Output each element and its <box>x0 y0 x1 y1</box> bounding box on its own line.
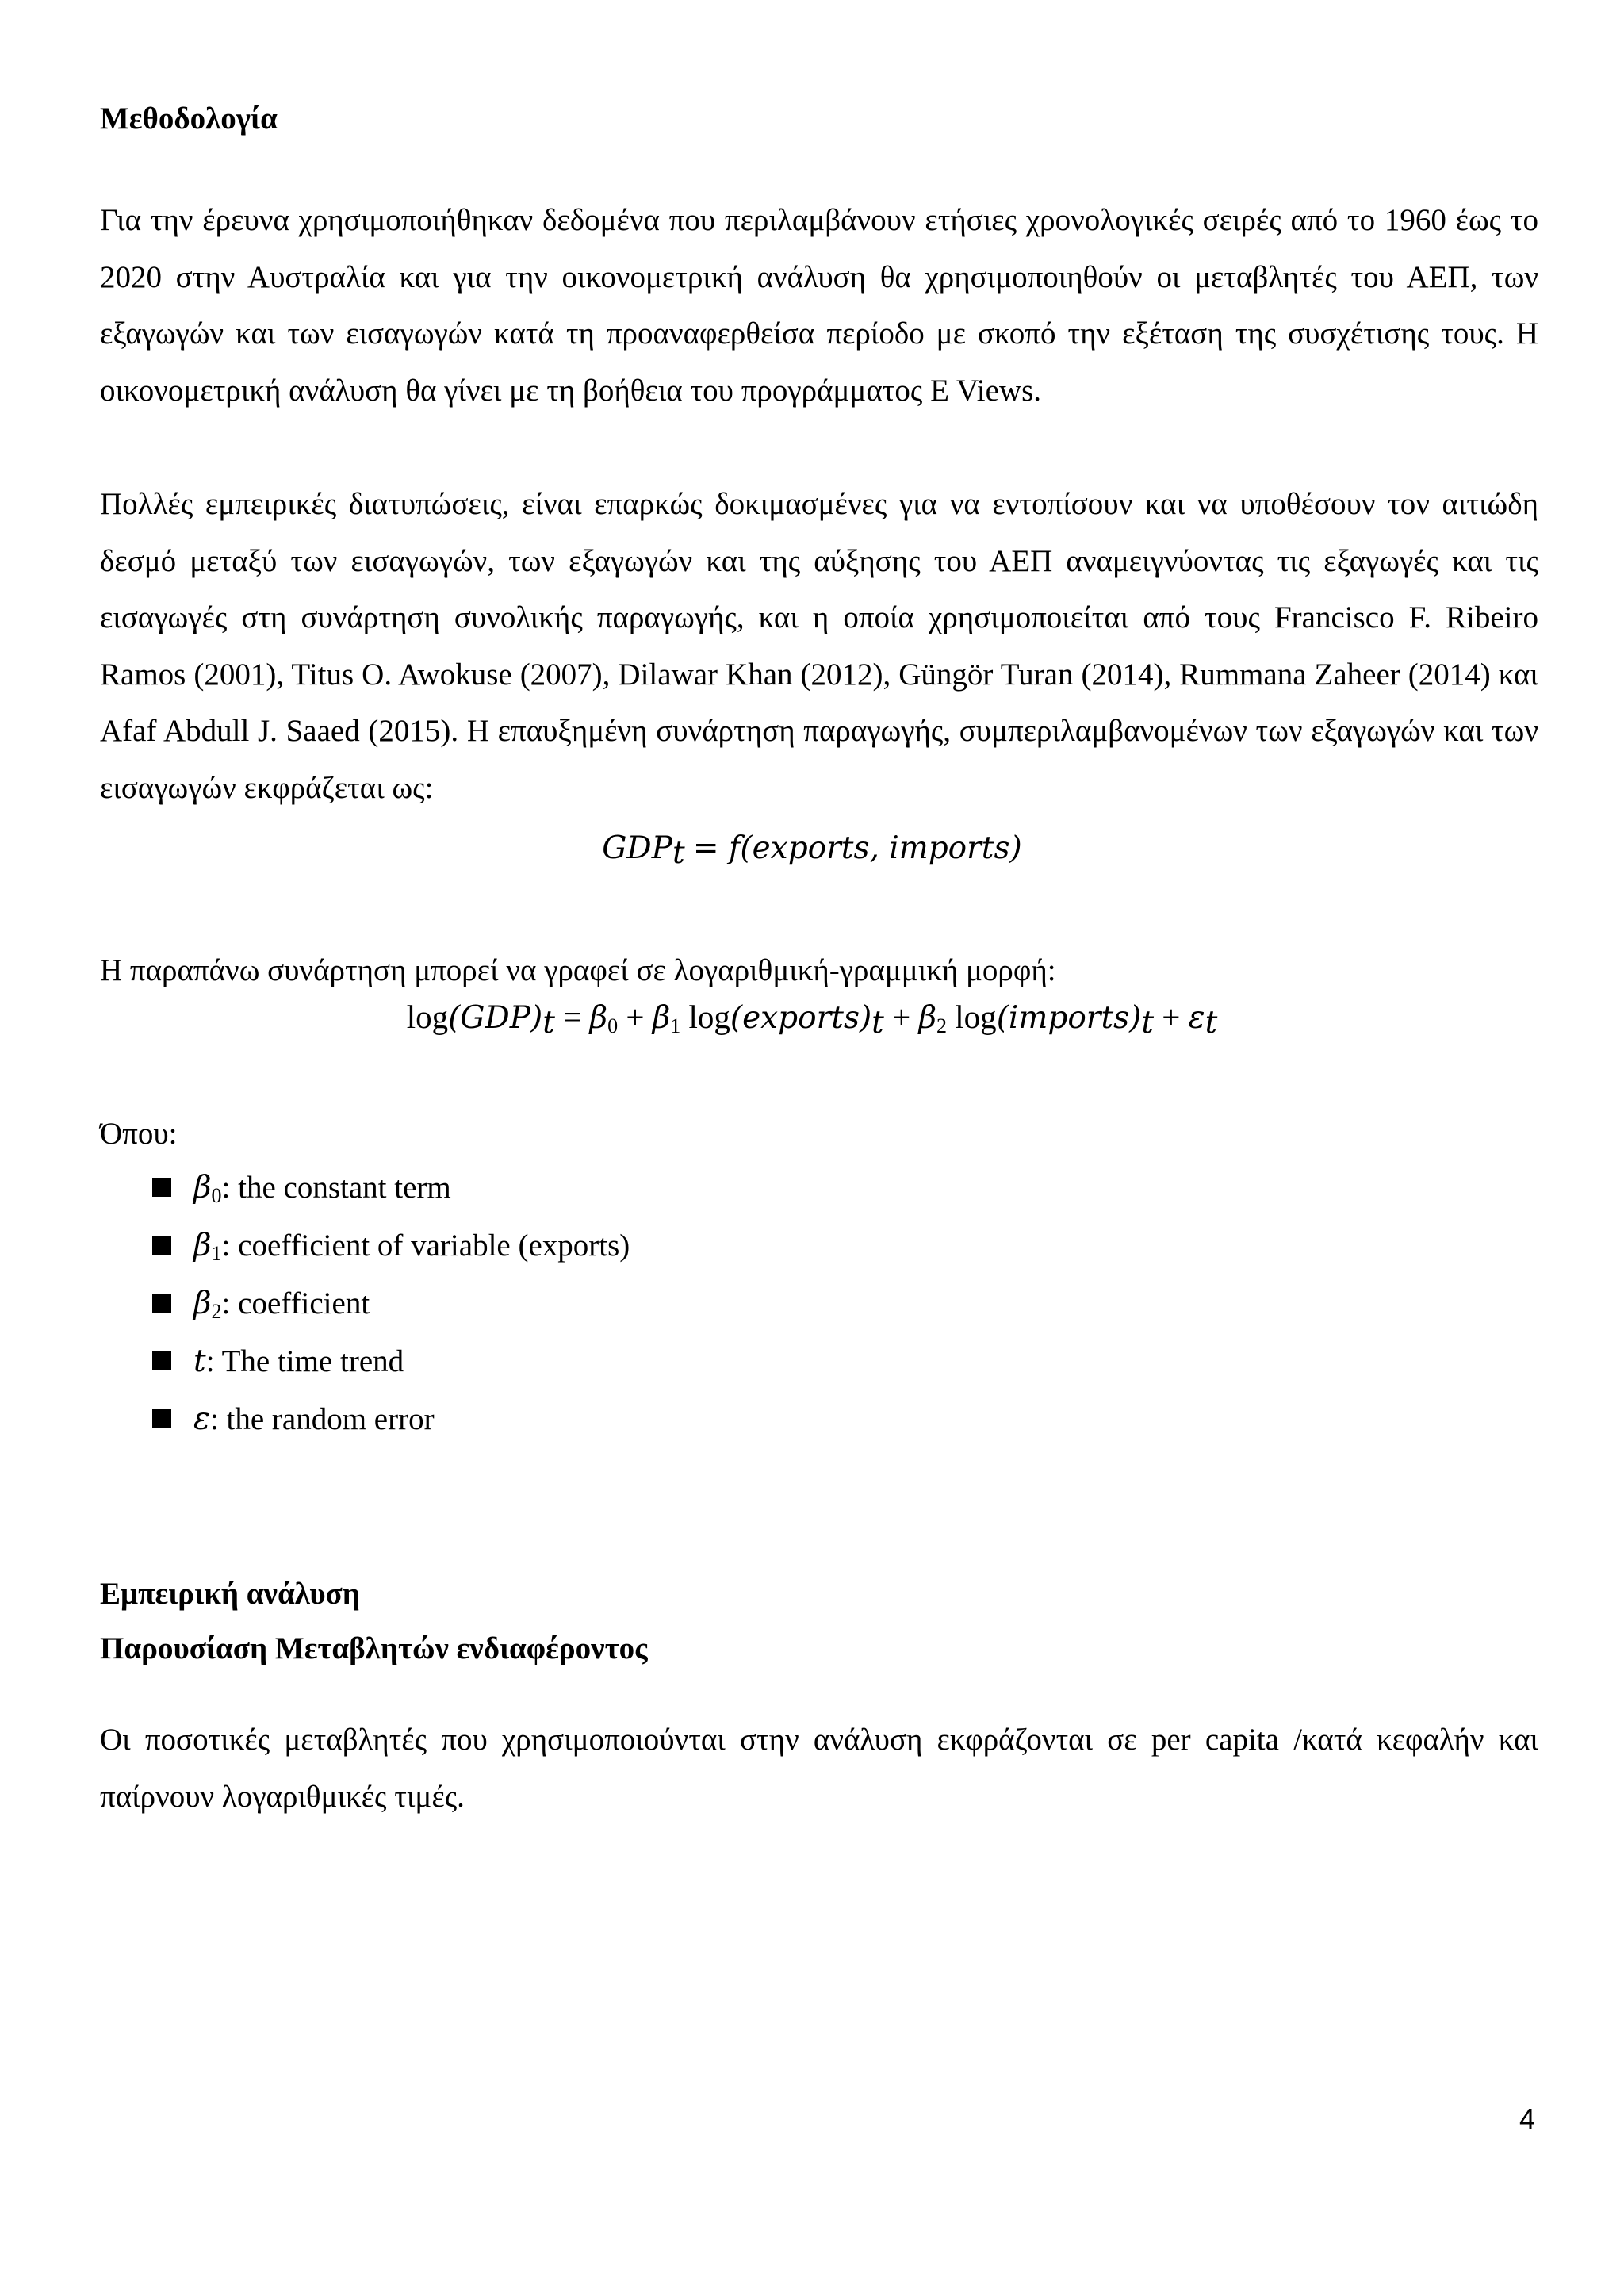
variables-heading: Παρουσίαση Μεταβλητών ενδιαφέροντος <box>100 1631 648 1665</box>
methodology-heading: Μεθοδολογία <box>100 102 278 136</box>
methodology-paragraph: Για την έρευνα χρησιμοποιήθηκαν δεδομένα που περιλαμβάνουν ετήσιες χρονολογικές σειρές από το 1960 έως το 2020 στην Αυστραλία και για την οικονομετρική ανάλυση θα χρησιμοποιηθούν οι μεταβλητές του ΑΕΠ, των εξαγωγών και των εισαγωγών κατά τη προαναφερθείσα περίοδο με σκοπό την εξέταση της συσχέτισης τους. Η οικονομετρική ανάλυση θα γίνει με τη βοήθεια του προγράμματος E Views. <box>100 203 1538 408</box>
log-linear-equation: $\log(GDP)_t = \beta_0 + \beta_1$ $\log(exports)_t + \beta_2$ $\log(imports)_t + \varepsilon_t$ <box>406 999 1218 1041</box>
empirical-analysis-heading: Εμπειρική ανάλυση <box>100 1577 360 1611</box>
page-number: 4 <box>1519 2102 1535 2135</box>
square-bullet-icon <box>152 1178 171 1197</box>
square-bullet-icon <box>152 1409 171 1428</box>
log-linear-intro: Η παραπάνω συνάρτηση μπορεί να γραφεί σε λογαριθμική-γραμμική μορφή: <box>100 953 1056 987</box>
variables-paragraph: Οι ποσοτικές μεταβλητές που χρησιμοποιούνται στην ανάλυση εκφράζονται σε per capita /κατά κεφαλήν και παίρνουν λογαριθμικές τιμές. <box>100 1723 1538 1814</box>
where-label: Όπου: <box>100 1117 178 1151</box>
square-bullet-icon <box>152 1236 171 1255</box>
square-bullet-icon <box>152 1351 171 1370</box>
production-function-equation: $GDP_t$ = f(exports, imports) <box>602 830 1022 871</box>
square-bullet-icon <box>152 1294 171 1313</box>
empirical-formulations-paragraph: Πολλές εμπειρικές διατυπώσεις, είναι επαρκώς δοκιμασμένες για να εντοπίσουν και να υποθέσουν τον αιτιώδη δεσμό μεταξύ των εισαγωγών, των εξαγωγών και της αύξησης του ΑΕΠ αναμειγνύοντας τις εξαγωγές και τις εισαγωγές στη συνάρτηση συνολικής παραγωγής, και η οποία χρησιμοποιείται από τους Francisco F. Ribeiro Ramos (2001), Titus O. Awokuse (2007), Dilawar Khan (2012), Güngör Turan (2014), Rummana Zaheer (2014) και Afaf Abdull J. Saaed (2015). Η επαυξημένη συνάρτηση παραγωγής, συμπεριλαμβανομένων των εξαγωγών και των εισαγωγών εκφράζεται ως: <box>100 487 1538 805</box>
document-page: Μεθοδολογία Για την έρευνα χρησιμοποιήθηκαν δεδομένα που περιλαμβάνουν ετήσιες χρονολογικές σειρές από το 1960 έως το 2020 στην Αυστραλία και για την οικονομετρική ανάλυση θα χρησιμοποιηθούν οι μεταβλητές του ΑΕΠ, των εξαγωγών και των εισαγωγών κατά τη προαναφερθείσα περίοδο με σκοπό την εξέταση της συσχέτισης τους. Η οικονομετρική ανάλυση θα γίνει με τη βοήθεια του προγράμματος E Views. Πολλές εμπειρικές διατυπώσεις, είναι επαρκώς δοκιμασμένες για να εντοπίσουν και να υποθέσουν τον αιτιώδη δεσμό μεταξύ των εισαγωγών, των εξαγωγών και της αύξησης του ΑΕΠ αναμειγνύοντας τις εξαγωγές και τις εισαγωγές στη συνάρτηση συνολικής παραγωγής, και η οποία χρησιμοποιείται από τους Francisco F. Ribeiro Ramos (2001), Titus O. Awokuse (2007), Dilawar Khan (2012), Güngör Turan (2014), Rummana Zaheer (2014) και Afaf Abdull J. Saaed (2015). Η επαυξημένη συνάρτηση παραγωγής, συμπεριλαμβανομένων των εξαγωγών και των εισαγωγών εκφράζεται ως: $GDP_t$ = f(exports, imports) Η παραπάνω συνάρτηση μπορεί να γραφεί σε λογαριθμική-γραμμική μορφή: $\log(GDP)_t = \beta_0 + \beta_1$ $\log(exports)_t + \beta_2$ $\log(imports)_t + \varepsilon_t$ Όπου: $\beta_0$: the constant term $\beta_1$: coefficient of variable (exports) $\beta_2$: coefficient t: The time trend ε: the random error Εμπειρική ανάλυση Παρουσίαση Μεταβλητών ενδιαφέροντος Οι ποσοτικές μεταβλητές που χρησιμοποιούνται στην ανάλυση εκφράζονται σε per capita /κατά κεφαλήν και παίρνουν λογαριθμικές τιμές. 4 <box>0 0 1624 2296</box>
